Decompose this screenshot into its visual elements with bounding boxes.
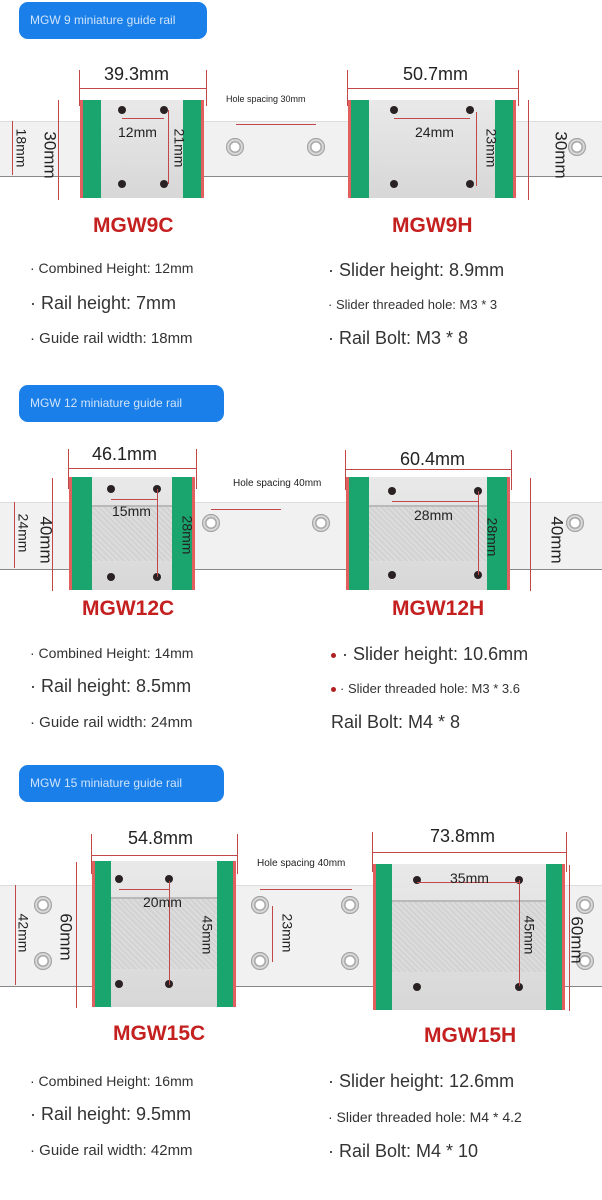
bolt-spacing-x: 12mm xyxy=(118,124,157,140)
bolt-spacing-x: 28mm xyxy=(414,507,453,523)
model-mgw9h: MGW9H xyxy=(392,214,473,237)
model-mgw12c: MGW12C xyxy=(82,597,175,620)
spec-rail-width: · Guide rail width: 42mm xyxy=(30,1142,193,1159)
spec-rail-height: · Rail height: 8.5mm xyxy=(30,676,192,696)
slider-height-label: 30mm xyxy=(551,131,571,179)
section-title-mgw9: MGW 9 miniature guide rail xyxy=(19,2,207,39)
spec-slider-height: · Slider height: 10.6mm xyxy=(342,644,529,664)
slider-length-label: 60.4mm xyxy=(400,449,466,469)
model-mgw12h: MGW12H xyxy=(392,597,485,620)
spec-combined-height: · Combined Height: 12mm xyxy=(30,260,194,276)
bolt-spacing-x: 15mm xyxy=(112,503,151,519)
bolt-spacing-y: 28mm xyxy=(484,517,501,557)
slider-length-label: 54.8mm xyxy=(128,828,194,848)
bolt-spacing-x: 35mm xyxy=(450,870,489,886)
bolt-spacing-x: 20mm xyxy=(143,894,182,910)
bullet-dot-icon xyxy=(331,687,336,692)
hole-spacing-label: Hole spacing 40mm xyxy=(233,478,322,489)
model-mgw9c: MGW9C xyxy=(93,214,174,237)
slider-height-label: 30mm xyxy=(40,131,60,179)
bolt-spacing-y: 21mm xyxy=(171,128,188,168)
spec-threaded-hole: · Slider threaded hole: M4 * 4.2 xyxy=(328,1109,522,1125)
slider-height-label: 40mm xyxy=(547,516,567,564)
slider-length-label: 73.8mm xyxy=(430,826,496,846)
rail-width-label: 24mm xyxy=(15,513,32,553)
spec-rail-bolt: Rail Bolt: M4 * 8 xyxy=(331,712,461,732)
spec-rail-width: · Guide rail width: 18mm xyxy=(30,330,193,347)
spec-rail-width: · Guide rail width: 24mm xyxy=(30,714,193,731)
slider-height-label: 60mm xyxy=(56,913,76,961)
bolt-spacing-y: 28mm xyxy=(179,515,196,555)
slider-height-label: 60mm xyxy=(567,916,587,964)
spec-rail-bolt: · Rail Bolt: M3 * 8 xyxy=(328,328,469,348)
spec-threaded-hole: · Slider threaded hole: M3 * 3 xyxy=(328,297,498,312)
slider-height-label: 40mm xyxy=(36,516,56,564)
section-title-mgw15: MGW 15 miniature guide rail xyxy=(19,765,224,802)
model-mgw15c: MGW15C xyxy=(113,1022,206,1045)
bolt-spacing-x: 24mm xyxy=(415,124,454,140)
spec-rail-height: · Rail height: 9.5mm xyxy=(30,1104,192,1124)
spec-slider-height: · Slider height: 12.6mm xyxy=(328,1071,515,1091)
bullet-dot-icon xyxy=(331,653,336,658)
slider-length-label: 39.3mm xyxy=(104,64,170,84)
spec-combined-height: · Combined Height: 14mm xyxy=(30,645,194,661)
spec-combined-height: · Combined Height: 16mm xyxy=(30,1073,194,1089)
section-title-mgw12: MGW 12 miniature guide rail xyxy=(19,385,224,422)
model-mgw15h: MGW15H xyxy=(424,1024,517,1047)
rail-width-label: 18mm xyxy=(13,128,30,168)
spec-rail-bolt: · Rail Bolt: M4 * 10 xyxy=(328,1141,479,1161)
slider-length-label: 46.1mm xyxy=(92,444,158,464)
hole-spacing-label: Hole spacing 40mm xyxy=(257,858,346,869)
hole-spacing-label: Hole spacing 30mm xyxy=(226,94,306,104)
bolt-spacing-y: 45mm xyxy=(199,915,216,955)
bolt-spacing-y: 45mm xyxy=(521,915,538,955)
slider-block-mgw12c xyxy=(69,477,195,590)
rail-width-label: 42mm xyxy=(15,913,32,953)
spec-rail-height: · Rail height: 7mm xyxy=(30,293,177,313)
slider-length-label: 50.7mm xyxy=(403,64,469,84)
hole-pair-spacing-label: 23mm xyxy=(279,913,296,953)
spec-threaded-hole: · Slider threaded hole: M3 * 3.6 xyxy=(340,681,520,696)
bolt-spacing-y: 23mm xyxy=(483,128,500,168)
spec-slider-height: · Slider height: 8.9mm xyxy=(328,260,505,280)
